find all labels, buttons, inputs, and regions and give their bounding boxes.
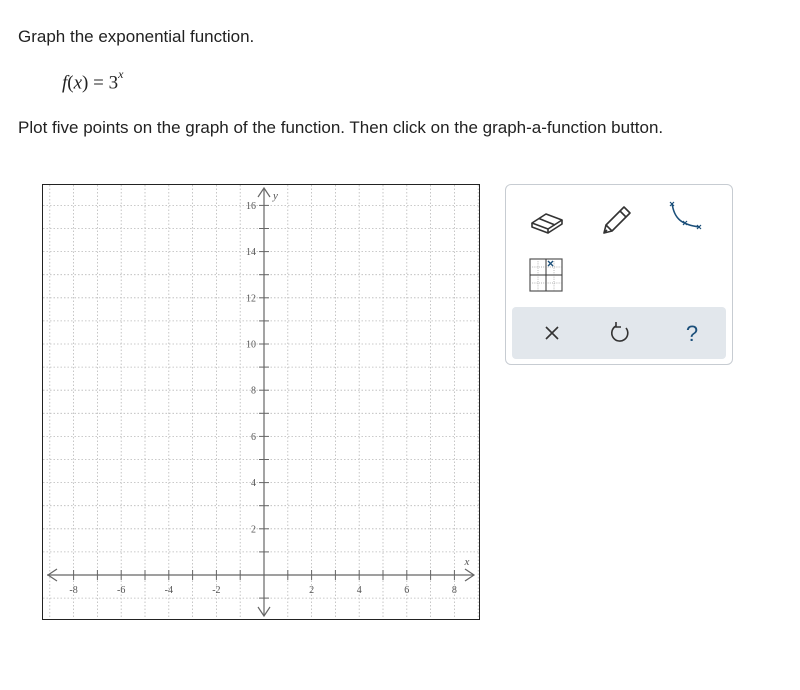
pencil-icon <box>594 197 638 241</box>
function-name: f <box>62 72 68 94</box>
x-tick-label: -4 <box>164 585 173 596</box>
instruction-text: Graph the exponential function. <box>18 27 255 46</box>
x-tick-label: -6 <box>117 585 126 596</box>
y-tick-label: 16 <box>246 200 256 212</box>
x-tick-label: -8 <box>69 585 78 596</box>
clear-button[interactable] <box>532 313 572 353</box>
y-tick-label: 2 <box>251 524 256 536</box>
x-tick-label: 2 <box>309 585 315 596</box>
grid-lines <box>43 185 479 619</box>
pencil-tool-button[interactable] <box>594 197 638 241</box>
function-variable: x <box>73 72 83 94</box>
help-glyph: ? <box>685 321 699 346</box>
graph-toolbar <box>505 184 733 365</box>
graph-a-function-icon <box>662 197 706 241</box>
y-tick-label: 12 <box>246 293 256 305</box>
eraser-icon <box>526 197 570 241</box>
point-table-icon <box>524 253 568 297</box>
function-exponent: x <box>118 67 124 81</box>
action-bar <box>512 307 726 359</box>
y-tick-label: 14 <box>246 247 256 259</box>
help-icon <box>672 313 712 353</box>
graph-area[interactable] <box>42 184 480 620</box>
x-tick-label: 6 <box>404 585 410 596</box>
task-text: Plot five points on the graph of the function. Then click on the graph-a-function button. <box>18 118 664 137</box>
tick-labels <box>69 190 469 596</box>
x-axis-label: x <box>464 556 470 568</box>
y-tick-label: 10 <box>246 339 256 351</box>
graph-a-function-button[interactable] <box>662 197 706 241</box>
x-tick-label: -2 <box>212 585 221 596</box>
coordinate-plane[interactable] <box>43 185 479 619</box>
function-base: 3 <box>108 72 119 94</box>
undo-icon <box>600 313 640 353</box>
x-tick-label: 8 <box>451 585 457 596</box>
y-tick-label: 6 <box>251 431 256 443</box>
point-table-button[interactable] <box>524 253 568 297</box>
help-button[interactable] <box>672 313 712 353</box>
clear-icon <box>532 313 572 353</box>
y-axis-label: y <box>273 190 278 202</box>
undo-button[interactable] <box>600 313 640 353</box>
y-tick-label: 8 <box>251 385 256 397</box>
function-formula: $f(x) = 3^x$ <box>62 67 124 94</box>
x-tick-label: 4 <box>356 585 362 596</box>
eraser-tool-button[interactable] <box>526 197 570 241</box>
y-tick-label: 4 <box>251 478 256 490</box>
axes <box>47 188 474 616</box>
